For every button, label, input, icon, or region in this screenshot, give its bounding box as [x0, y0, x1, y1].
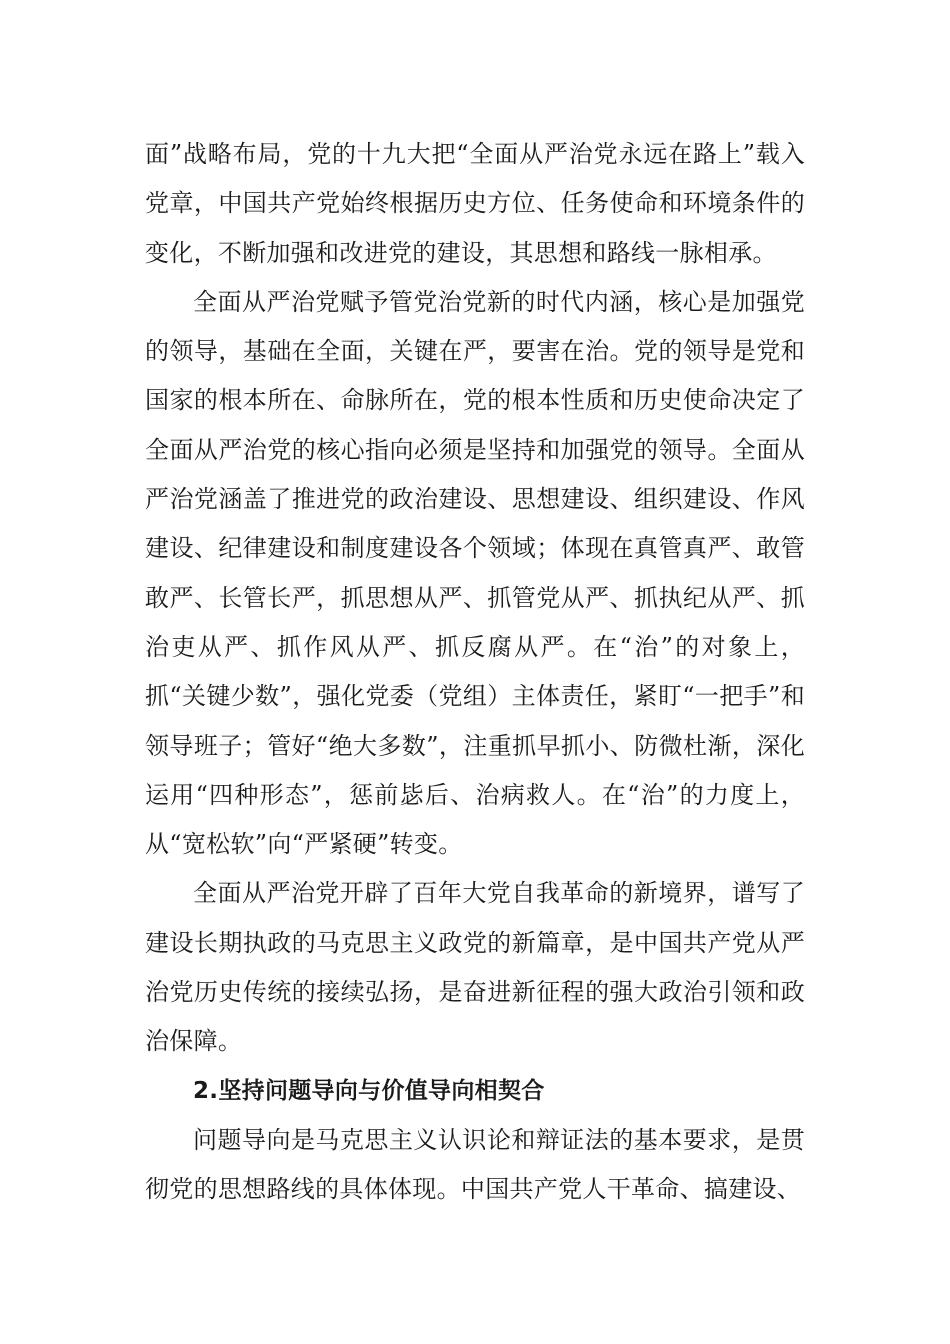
paragraph-self-revolution: 全面从严治党开辟了百年大党自我革命的新境界，谱写了建设长期执政的马克思主义政党的新篇章，是中国共产党从严治党历史传统的接续弘扬，是奋进新征程的强大政治引领和政治保障。: [145, 879, 805, 1056]
paragraph-continuation: 面”战略布局，党的十九大把“全面从严治党永远在路上”载入党章，中国共产党始终根据历史方位、任务使命和环境条件的变化，不断加强和改进党的建设，其思想和路线一脉相承。: [145, 140, 805, 267]
section-heading: 2.坚持问题导向与价值导向相契合: [193, 1077, 545, 1104]
document-body: [145, 130, 805, 1215]
paragraph-comprehensive-governance: 全面从严治党赋予管党治党新的时代内涵，核心是加强党的领导，基础在全面，关键在严，要害在治。党的领导是党和国家的根本所在、命脉所在，党的根本性质和历史使命决定了全面从严治党的核心指向必须是坚持和加强党的领导。全面从严治党涵盖了推进党的政治建设、思想建设、组织建设、作风建设、纪律建设和制度建设各个领域；体现在真管真严、敢管敢严、长管长严，抓思想从严、抓管党从严、抓执纪从严、抓治吏从严、抓作风从严、抓反腐从严。在“治”的对象上，抓“关键少数”，强化党委（党组）主体责任，紧盯“一把手”和领导班子；管好“绝大多数”，注重抓早抓小、防微杜渐，深化运用“四种形态”，惩前毖后、治病救人。在“治”的力度上，从“宽松软”向“严紧硬”转变。: [145, 287, 805, 859]
paragraph-problem-orientation: 问题导向是马克思主义认识论和辩证法的基本要求，是贯彻党的思想路线的具体体现。中国共产党人干革命、搞建设、: [145, 1125, 805, 1204]
